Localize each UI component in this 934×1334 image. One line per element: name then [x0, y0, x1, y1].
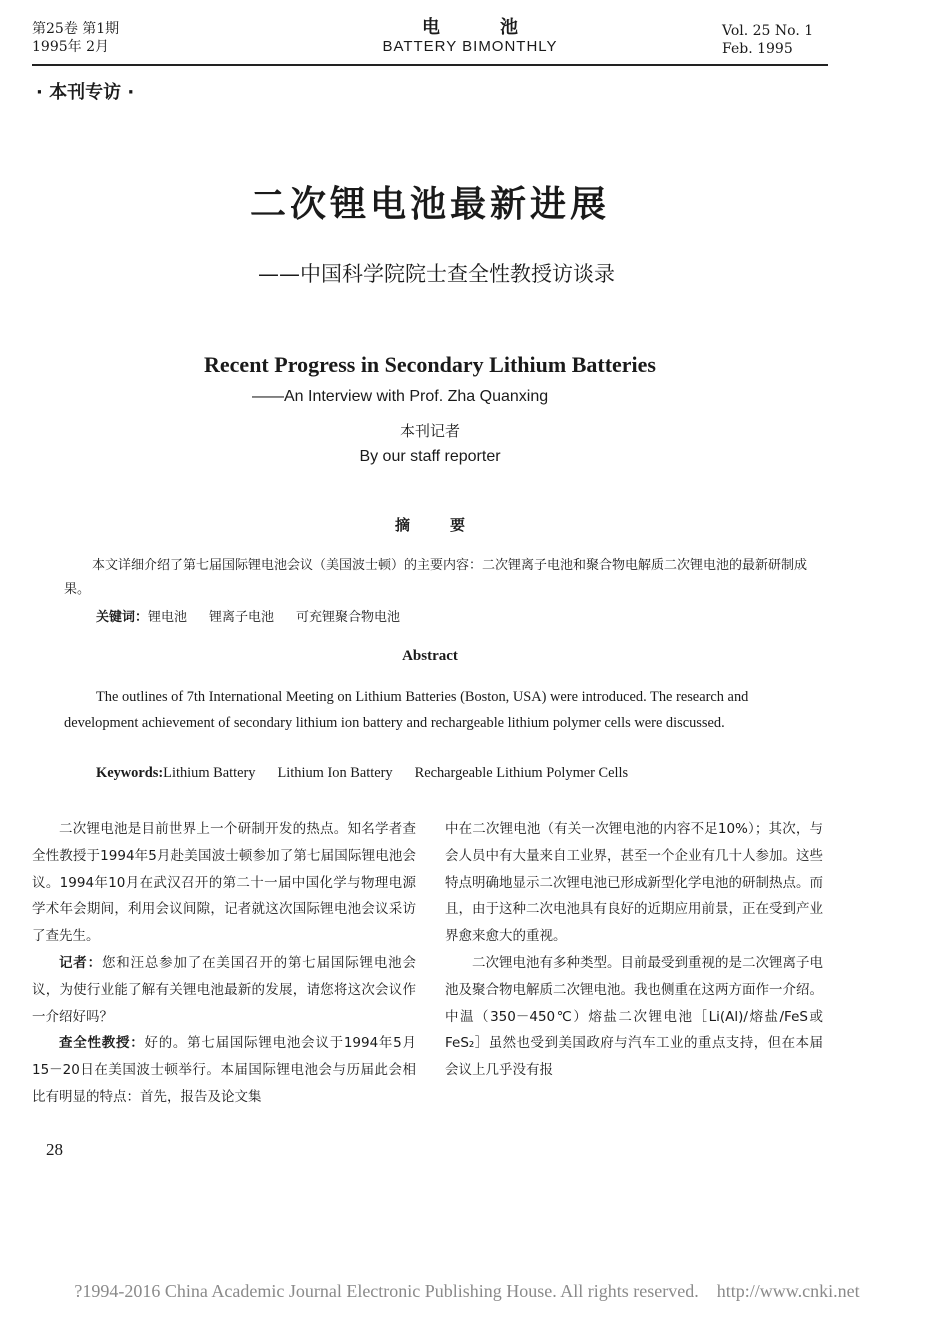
keywords-en-label: Keywords: — [96, 765, 164, 781]
keywords-cn — [96, 606, 400, 625]
header-rule — [32, 64, 828, 66]
abstract-en-body: The outlines of 7th International Meeting on Lithium Batteries (Boston, USA) were introduced. The research and development achievement of secondary lithium ion battery and rechargeable lithium polymer cells were discussed. — [64, 689, 749, 731]
issue-info — [32, 20, 119, 56]
journal-name — [300, 18, 640, 56]
speaker-label: 查全性教授： — [59, 1035, 145, 1052]
keyword-en: Lithium Ion Battery — [277, 765, 393, 781]
keyword-en: Lithium Battery — [163, 765, 256, 781]
body-column-left — [32, 816, 416, 1111]
keyword-en: Rechargeable Lithium Polymer Cells — [414, 765, 629, 781]
author-en: By our staff reporter — [359, 448, 501, 465]
body-paragraph: 二次锂电池是目前世界上一个研制开发的热点。知名学者查全性教授于1994年5月赴美国波士顿参加了第七届国际锂电池会议。1994年10月在武汉召开的第二十一届中国化学与物理电源学术年会期间，利用会议间隙，记者就这次国际锂电池会议采访了查先生。 — [32, 821, 416, 945]
publication-date-en: Feb. 1995 — [722, 41, 793, 57]
speaker-text: 好的。第七届国际锂电池会议于1994年5月15－20日在美国波士顿举行。本届国际锂电池会与历届此会相比有明显的特点：首先，报告及论文集 — [32, 1035, 416, 1105]
body-paragraph: 二次锂电池有多种类型。目前最受到重视的是二次锂离子电池及聚合物电解质二次锂电池。我也侧重在这两方面作一介绍。中温（350－450℃）熔盐二次锂电池［Li(Al)/熔盐/FeS或FeS₂］虽然也受到美国政府与汽车工业的重点支持，但在本届会议上几乎没有报 — [445, 954, 823, 1079]
body-paragraph: 中在二次锂电池（有关一次锂电池的内容不足10%）；其次，与会人员中有大量来自工业界，甚至一个企业有几十人参加。这些特点明确地显示二次锂电池已形成新型化学电池的研制热点。而且，由于这种二次电池具有良好的近期应用前景，正在受到产业界愈来愈大的重视。 — [445, 821, 823, 945]
author-cn: 本刊记者 — [399, 422, 460, 440]
volume-issue-en: Vol. 25 No. 1 — [722, 23, 814, 39]
article-subtitle-en: ——An Interview with Prof. Zha Quanxing — [252, 388, 549, 405]
journal-name-en: BATTERY BIMONTHLY — [382, 38, 558, 55]
keyword-cn: 锂电池 — [148, 610, 188, 625]
keywords-en — [96, 765, 628, 782]
article-title-en: Recent Progress in Secondary Lithium Batteries — [204, 352, 656, 377]
publication-date: 1995年 2月 — [32, 39, 109, 55]
article-subtitle-cn: ——中国科学院院士查全性教授访谈录 — [258, 262, 615, 286]
issue-info-en — [722, 22, 813, 58]
article-title-cn: 二次锂电池最新进展 — [249, 184, 610, 225]
body-paragraph — [32, 1030, 416, 1110]
keyword-cn: 锂离子电池 — [209, 610, 275, 625]
volume-issue: 第25卷 第1期 — [32, 21, 120, 37]
speaker-text: 您和汪总参加了在美国召开的第七届国际锂电池会议，为使行业能了解有关锂电池最新的发展，请您将这次会议作一介绍好吗？ — [32, 954, 416, 1025]
body-paragraph — [32, 950, 416, 1030]
journal-header — [0, 0, 934, 70]
abstract-en-heading: Abstract — [402, 648, 458, 664]
abstract-cn-body: 本文详细介绍了第七届国际锂电池会议（美国波士顿）的主要内容：二次锂离子电池和聚合物电解质二次锂电池的最新研制成果。 — [64, 558, 808, 597]
keywords-cn-label: 关键词： — [96, 610, 149, 625]
body-column-right — [445, 816, 823, 1084]
column-tag: · 本刊专访 · — [36, 82, 135, 103]
journal-name-cn: 电池 — [422, 17, 578, 38]
abstract-cn-heading: 摘要 — [394, 516, 505, 534]
page-number: 28 — [46, 1140, 63, 1159]
keyword-cn: 可充锂聚合物电池 — [296, 610, 401, 625]
copyright-footer: ?1994-2016 China Academic Journal Electronic Publishing House. All rights reserved. http://www.cnki.net — [74, 1281, 860, 1301]
speaker-label: 记者： — [59, 954, 102, 971]
